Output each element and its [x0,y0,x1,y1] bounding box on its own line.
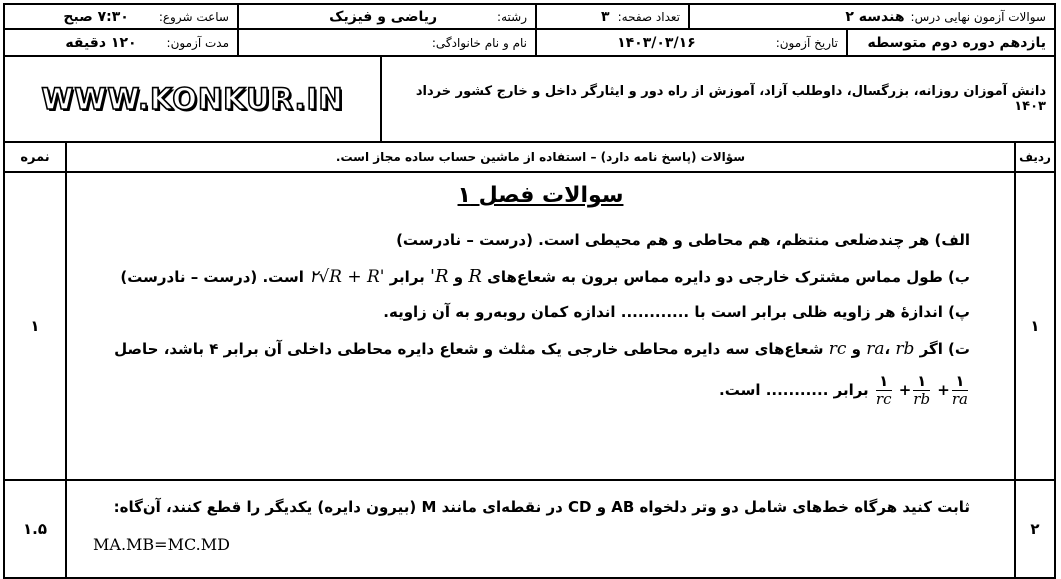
duration-value: ۱۲۰ دقیقه [65,34,137,51]
question-1-part-t: ت) اگر ra، rb و rc شعاع‌های سه دایره محاطی خارجی یک مثلث و شعاع دایره محاطی داخلی آن برابر ۴ باشد، حاصل [114,339,970,359]
fraction-ra [952,373,968,408]
part-b-Rp: R' [430,266,449,287]
grade-cell [846,28,1056,57]
col-row-header [1014,141,1056,173]
field-value: ریاضی و فیزیک [329,8,438,25]
col-score-label: نمره [20,149,50,165]
part-t-text-3: برابر ........... است. [719,381,869,399]
site-logo-cell [3,55,382,143]
audience-cell [380,55,1056,143]
exam-page [3,3,1056,579]
part-b-equal: برابر [389,268,425,286]
question-1-score: ۱ [30,317,40,335]
question-1-part-a: الف) هر چندضلعی منتظم، هم محاطی و هم محیطی است. (درست – نادرست) [396,231,970,249]
header-row-2 [3,28,1056,57]
question-1-part-p: پ) اندازهٔ هر زاویه ظلی برابر است با ............ اندازه کمان روبه‌رو به آن زاویه. [383,303,970,321]
fraction-rc-denominator: rc [875,390,892,408]
audience-text: دانش آموزان روزانه، بزرگسال، داوطلب آزاد، آموزش از راه دور و ایثارگر داخل و خارج کشور خرداد ۱۴۰۳ [415,84,1046,114]
date-cell [535,28,848,57]
course-cell [688,3,1056,30]
part-t-rb: rb [895,339,915,359]
grade-value: یازدهم دوره دوم متوسطه [867,34,1046,51]
fraction-ra-denominator: ra [951,390,968,408]
question-1-part-b [120,266,970,287]
name-cell[interactable] [237,28,537,57]
part-b-and: و [453,268,464,286]
question-1-number: ۱ [1030,317,1040,335]
course-label: سوالات آزمون نهایی درس: [910,9,1046,24]
question-1-part-t-formula: $\frac{۱}{ra}$ + $\frac{۱}{rb}$ + $\frac{۱}{rc}$ برابر ........... است. [719,372,968,408]
duration-cell [3,28,239,57]
fraction-rb-denominator: rb [913,390,931,408]
start-label: ساعت شروع: [158,9,229,24]
part-t-rc: rc [828,339,847,359]
section-title: سوالات فصل ۱ [457,183,624,208]
col-questions-label: سؤالات (پاسخ نامه دارد) – استفاده از ماشین حساب ساده مجاز است. [335,150,746,164]
name-label: نام و نام خانوادگی: [431,35,527,50]
start-value: ۷:۳۰ صبح [63,8,129,25]
question-2-number: ۲ [1030,520,1040,538]
col-row-label: ردیف [1019,150,1051,164]
col-questions-header [65,141,1016,173]
header-row-3 [3,55,1056,143]
pages-cell [535,3,690,30]
field-label: رشته: [497,9,527,24]
question-1-body [65,171,1016,481]
part-b-R: R [468,266,482,287]
pages-label: تعداد صفحه: [617,9,680,24]
start-cell [3,3,239,30]
question-2-text: ثابت کنید هرگاه خط‌های شامل دو وتر دلخواه AB و CD در نقطه‌ای مانند M (بیرون دایره) یکدیگر را قطع کنند، آن‌گاه: [113,498,970,516]
fraction-rc [876,373,892,408]
part-b-text-1: ب) طول مماس مشترک خارجی دو دایره مماس برون به شعاع‌های [487,268,970,286]
fraction-rb [913,373,930,408]
site-url-logo: WWW.KONKUR.IN [41,82,344,116]
date-value: ۱۴۰۳/۰۳/۱۶ [617,34,696,51]
field-cell [237,3,537,30]
fraction-rb-numerator: ۱ [913,373,930,391]
part-t-text-2: شعاع‌های سه دایره محاطی خارجی یک مثلث و شعاع دایره محاطی داخلی آن برابر ۴ باشد، حاصل [114,340,824,358]
col-score-header [3,141,67,173]
question-row-1 [3,171,1056,481]
question-1-score-cell [3,171,67,481]
part-t-ra: ra [866,339,885,359]
question-row-2 [3,479,1056,579]
pages-value: ۳ [601,8,610,25]
part-b-text-2: است. (درست – نادرست) [120,268,304,286]
question-2-score: ۱.۵ [23,520,48,538]
question-2-number-cell [1014,479,1056,579]
fraction-rc-numerator: ۱ [876,373,892,391]
part-b-formula: ۲√R + R' [309,267,385,287]
course-value: هندسه ۲ [845,8,905,25]
header-row-1 [3,3,1056,30]
fraction-ra-numerator: ۱ [952,373,968,391]
part-t-text-1: ت) اگر [919,340,970,358]
question-2-body [65,479,1016,579]
date-label: تاریخ آزمون: [775,35,838,50]
question-2-score-cell [3,479,67,579]
question-1-number-cell [1014,171,1056,481]
table-header-row [3,141,1056,173]
duration-label: مدت آزمون: [166,35,229,50]
question-2-formula: MA.MB=MC.MD [93,535,230,554]
